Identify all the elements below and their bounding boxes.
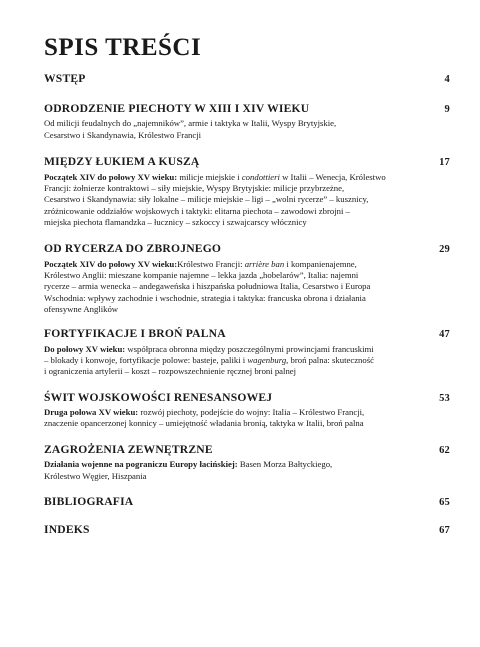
toc-entry-bibliografia[interactable] <box>44 495 450 509</box>
entry-description <box>44 459 450 482</box>
description-line <box>44 344 430 355</box>
description-line <box>44 355 430 366</box>
entry-description <box>44 259 450 316</box>
entry-page-number: 29 <box>439 244 450 256</box>
entry-title: INDEKS <box>44 523 90 537</box>
description-text: Basen Morza Bałtyckiego, <box>237 459 333 470</box>
description-line: Wschodnia: wpływy zachodnie i wschodnie, strategia i taktyka: francuska obrona i działania <box>44 292 366 303</box>
toc-entry-odrodzenie-piechoty[interactable] <box>44 102 450 141</box>
toc-entry-wstep[interactable] <box>44 72 450 86</box>
entry-title: WSTĘP <box>44 71 86 85</box>
description-line <box>44 259 430 270</box>
description-line: znaczenie opancerzonej konnicy – umiejętność władania bronią, taktyka w Italii, broń palna <box>44 418 364 429</box>
description-line: Królestwo Anglii: mieszane kompanie najemne – lekka jazda „hobelarów”, Italia: najemni <box>44 269 359 280</box>
period-label: Działania wojenne na pograniczu Europy łacińskiej: <box>44 459 238 470</box>
page-title: SPIS TREŚCI <box>44 34 202 61</box>
description-line: Cesarstwo i Skandynawia, Królestwo Francji <box>44 129 202 140</box>
italic-term: condottieri <box>241 171 280 182</box>
entry-title: FORTYFIKACJE I BROŃ PALNA <box>44 327 226 341</box>
description-line: miejska piechota flamandzka – łucznicy – szkoccy i szwajcarscy włócznicy <box>44 216 307 227</box>
toc-entry-od-rycerza-do-zbrojnego[interactable] <box>44 242 450 315</box>
description-line: rycerze – armia wenecka – andegaweńska i hiszpańska południowa Italia, Cesarstwo i Europa <box>44 281 371 292</box>
entry-page-number: 67 <box>439 525 450 537</box>
entry-title: ODRODZENIE PIECHOTY W XIII I XIV WIEKU <box>44 101 310 115</box>
period-label: Druga połowa XV wieku: <box>44 407 139 418</box>
entry-title: OD RYCERZA DO ZBROJNEGO <box>44 242 222 256</box>
entry-page-number: 53 <box>439 392 450 404</box>
description-text: w Italii – Wenecja, Królestwo <box>279 171 386 182</box>
entry-page-number: 9 <box>444 103 450 115</box>
description-text: – blokady i konwoje, fortyfikacje polowe: basteje, paliki i <box>44 354 248 365</box>
period-label: Początek XIV do połowy XV wieku: <box>44 171 178 182</box>
toc-entry-miedzy-lukiem-a-kusza[interactable] <box>44 155 450 228</box>
description-text: rozwój piechoty, podejście do wojny: Italia – Królestwo Francji, <box>138 407 365 418</box>
description-line: Cesarstwo i Skandynawia: siły lokalne – milicje miejskie – ligi – „wolni rycerze” – kusznicy, <box>44 194 369 205</box>
description-text: milicje miejskie i <box>177 171 242 182</box>
description-line <box>44 172 430 183</box>
description-line: i ograniczenia artylerii – koszt – rozpowszechnienie ręcznej broni palnej <box>44 366 297 377</box>
entry-page-number: 65 <box>439 496 450 508</box>
toc-entry-indeks[interactable] <box>44 523 450 537</box>
toc-entry-swit-wojskowosci[interactable] <box>44 391 450 430</box>
description-line: zróżnicowanie oddziałów wojskowych i taktyki: elitarna piechota – zawodowi zbrojni – <box>44 205 350 216</box>
entry-title: ZAGROŻENIA ZEWNĘTRZNE <box>44 442 213 456</box>
italic-term: arrière ban <box>244 258 285 269</box>
entry-page-number: 62 <box>439 444 450 456</box>
entry-title: ŚWIT WOJSKOWOŚCI RENESANSOWEJ <box>44 390 273 404</box>
description-line: Królestwo Węgier, Hiszpania <box>44 470 147 481</box>
entry-description <box>44 407 450 430</box>
entry-description <box>44 172 450 229</box>
description-line: ofensywne Anglików <box>44 303 119 314</box>
description-text: i kompanienajemne, <box>284 258 357 269</box>
entry-page-number: 4 <box>444 73 450 85</box>
toc-entry-zagrozenia-zewnetrzne[interactable] <box>44 443 450 482</box>
entry-page-number: 47 <box>439 329 450 341</box>
description-text: współpraca obronna między poszczególnymi prowincjami francuskimi <box>125 343 374 354</box>
description-line: Od milicji feudalnych do „najemników”, armie i taktyka w Italii, Wyspy Brytyjskie, <box>44 118 337 129</box>
description-line <box>44 407 430 418</box>
entry-description <box>44 118 450 141</box>
italic-term: wagenburg <box>247 354 287 365</box>
entry-title: BIBLIOGRAFIA <box>44 494 134 508</box>
entry-page-number: 17 <box>439 157 450 169</box>
entry-title: MIĘDZY ŁUKIEM A KUSZĄ <box>44 155 200 169</box>
period-label: Do połowy XV wieku: <box>44 343 126 354</box>
description-text: Królestwo Francji: <box>177 258 245 269</box>
description-line <box>44 459 430 470</box>
entry-description <box>44 344 450 378</box>
toc-entry-fortyfikacje[interactable] <box>44 327 450 377</box>
description-line: Francji: żołnierze kontraktowi – siły miejskie, Wyspy Brytyjskie: milicje przybrzeżne, <box>44 182 345 193</box>
period-label: Początek XIV do połowy XV wieku: <box>44 258 178 269</box>
description-text: , broń palna: skuteczność <box>286 354 374 365</box>
